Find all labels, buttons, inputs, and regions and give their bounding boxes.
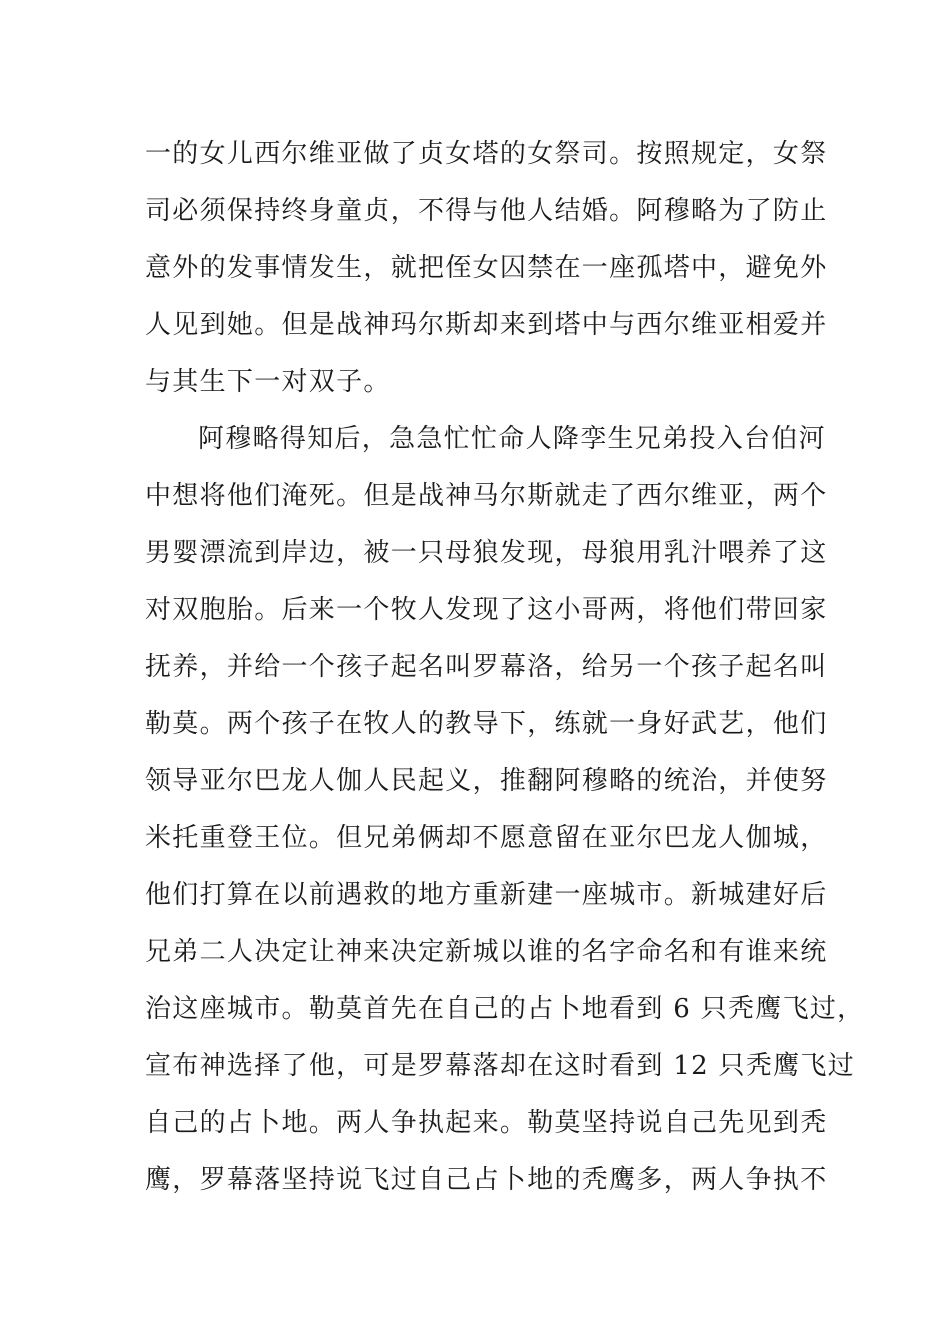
text-line: 勒莫。两个孩子在牧人的教导下，练就一身好武艺，他们 bbox=[145, 709, 828, 739]
text-line: 与其生下一对双子。 bbox=[145, 367, 391, 397]
text-line: 一的女儿西尔维亚做了贞女塔的女祭司。按照规定，女祭 bbox=[145, 139, 828, 169]
text-line: 米托重登王位。但兄弟俩却不愿意留在亚尔巴龙人伽城， bbox=[145, 823, 828, 853]
text-line: 领导亚尔巴龙人伽人民起义，推翻阿穆略的统治，并使努 bbox=[145, 766, 828, 796]
text-line: 司必须保持终身童贞，不得与他人结婚。阿穆略为了防止 bbox=[145, 196, 828, 226]
text-line: 治这座城市。勒莫首先在自己的占卜地看到 6 只秃鹰飞过， bbox=[145, 994, 865, 1024]
text-line: 意外的发事情发生，就把侄女囚禁在一座孤塔中，避免外 bbox=[145, 253, 828, 283]
text-line: 对双胞胎。后来一个牧人发现了这小哥两，将他们带回家 bbox=[145, 595, 828, 625]
text-line: 宣布神选择了他，可是罗幕落却在这时看到 12 只秃鹰飞过 bbox=[145, 1051, 856, 1081]
text-line: 中想将他们淹死。但是战神马尔斯就走了西尔维亚，两个 bbox=[145, 481, 828, 511]
text-line: 抚养，并给一个孩子起名叫罗幕洛，给另一个孩子起名叫 bbox=[145, 652, 828, 682]
text-line: 男婴漂流到岸边，被一只母狼发现，母狼用乳汁喂养了这 bbox=[145, 538, 828, 568]
text-line: 鹰，罗幕落坚持说飞过自己占卜地的秃鹰多，两人争执不 bbox=[145, 1165, 828, 1195]
text-line: 他们打算在以前遇救的地方重新建一座城市。新城建好后 bbox=[145, 880, 828, 910]
text-line: 自己的占卜地。两人争执起来。勒莫坚持说自己先见到秃 bbox=[145, 1108, 828, 1138]
text-line: 阿穆略得知后，急急忙忙命人降孪生兄弟投入台伯河 bbox=[198, 424, 826, 454]
text-line: 兄弟二人决定让神来决定新城以谁的名字命名和有谁来统 bbox=[145, 937, 828, 967]
text-line: 人见到她。但是战神玛尔斯却来到塔中与西尔维亚相爱并 bbox=[145, 310, 828, 340]
